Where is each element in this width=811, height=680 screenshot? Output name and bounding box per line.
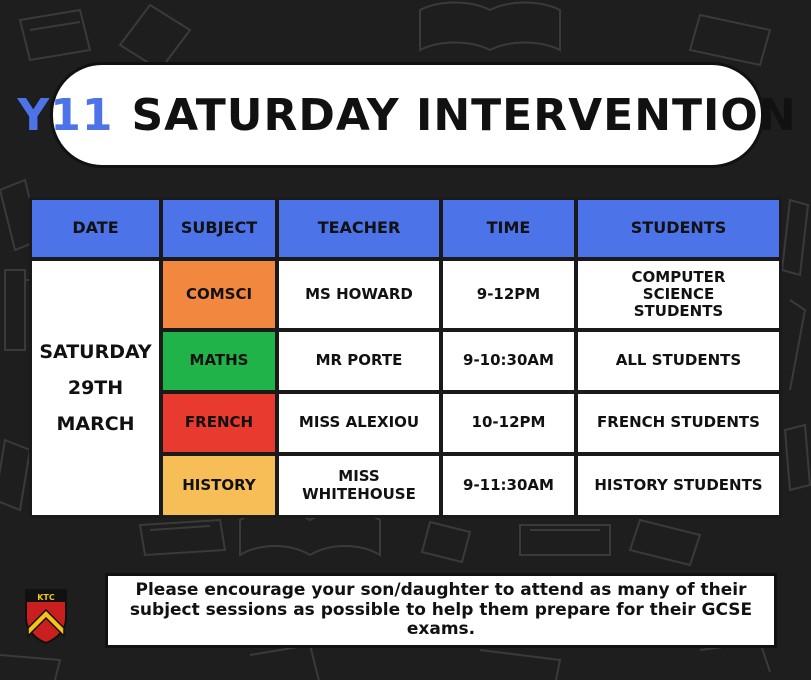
- header-subject: SUBJECT: [163, 200, 275, 257]
- table-row-students: COMPUTER SCIENCE STUDENTS: [578, 261, 779, 328]
- table-row-time: 10-12PM: [443, 394, 574, 452]
- school-crest-logo: [24, 588, 68, 644]
- table-row-students: ALL STUDENTS: [578, 332, 779, 390]
- schedule-table: [29, 197, 782, 518]
- date-cell: [32, 261, 159, 515]
- table-row-teacher: MR PORTE: [279, 332, 439, 390]
- table-row-time: 9-10:30AM: [443, 332, 574, 390]
- table-row-subject: HISTORY: [163, 456, 275, 515]
- notice-message: Please encourage your son/daughter to attend as many of their subject sessions as possible to help them prepare for their GCSE exams.: [105, 573, 777, 648]
- svg-text:KTC: KTC: [37, 593, 55, 602]
- table-row-subject: COMSCI: [163, 261, 275, 328]
- title-text: SATURDAY INTERVENTION: [131, 89, 797, 141]
- table-row-students: FRENCH STUDENTS: [578, 394, 779, 452]
- header-date: DATE: [32, 200, 159, 257]
- header-teacher: TEACHER: [279, 200, 439, 257]
- header-time: TIME: [443, 200, 574, 257]
- table-row-subject: FRENCH: [163, 394, 275, 452]
- table-row-time: 9-11:30AM: [443, 456, 574, 515]
- date-month: MARCH: [56, 413, 135, 436]
- page-title: [17, 62, 797, 168]
- table-row-teacher: MISS WHITEHOUSE: [279, 456, 439, 515]
- date-number: 29TH: [67, 376, 124, 399]
- title-year: Y11: [17, 89, 114, 141]
- table-row-students: HISTORY STUDENTS: [578, 456, 779, 515]
- table-row-teacher: MISS ALEXIOU: [279, 394, 439, 452]
- table-row-teacher: MS HOWARD: [279, 261, 439, 328]
- table-row-subject: MATHS: [163, 332, 275, 390]
- table-row-time: 9-12PM: [443, 261, 574, 328]
- header-students: STUDENTS: [578, 200, 779, 257]
- date-day: SATURDAY: [39, 340, 152, 363]
